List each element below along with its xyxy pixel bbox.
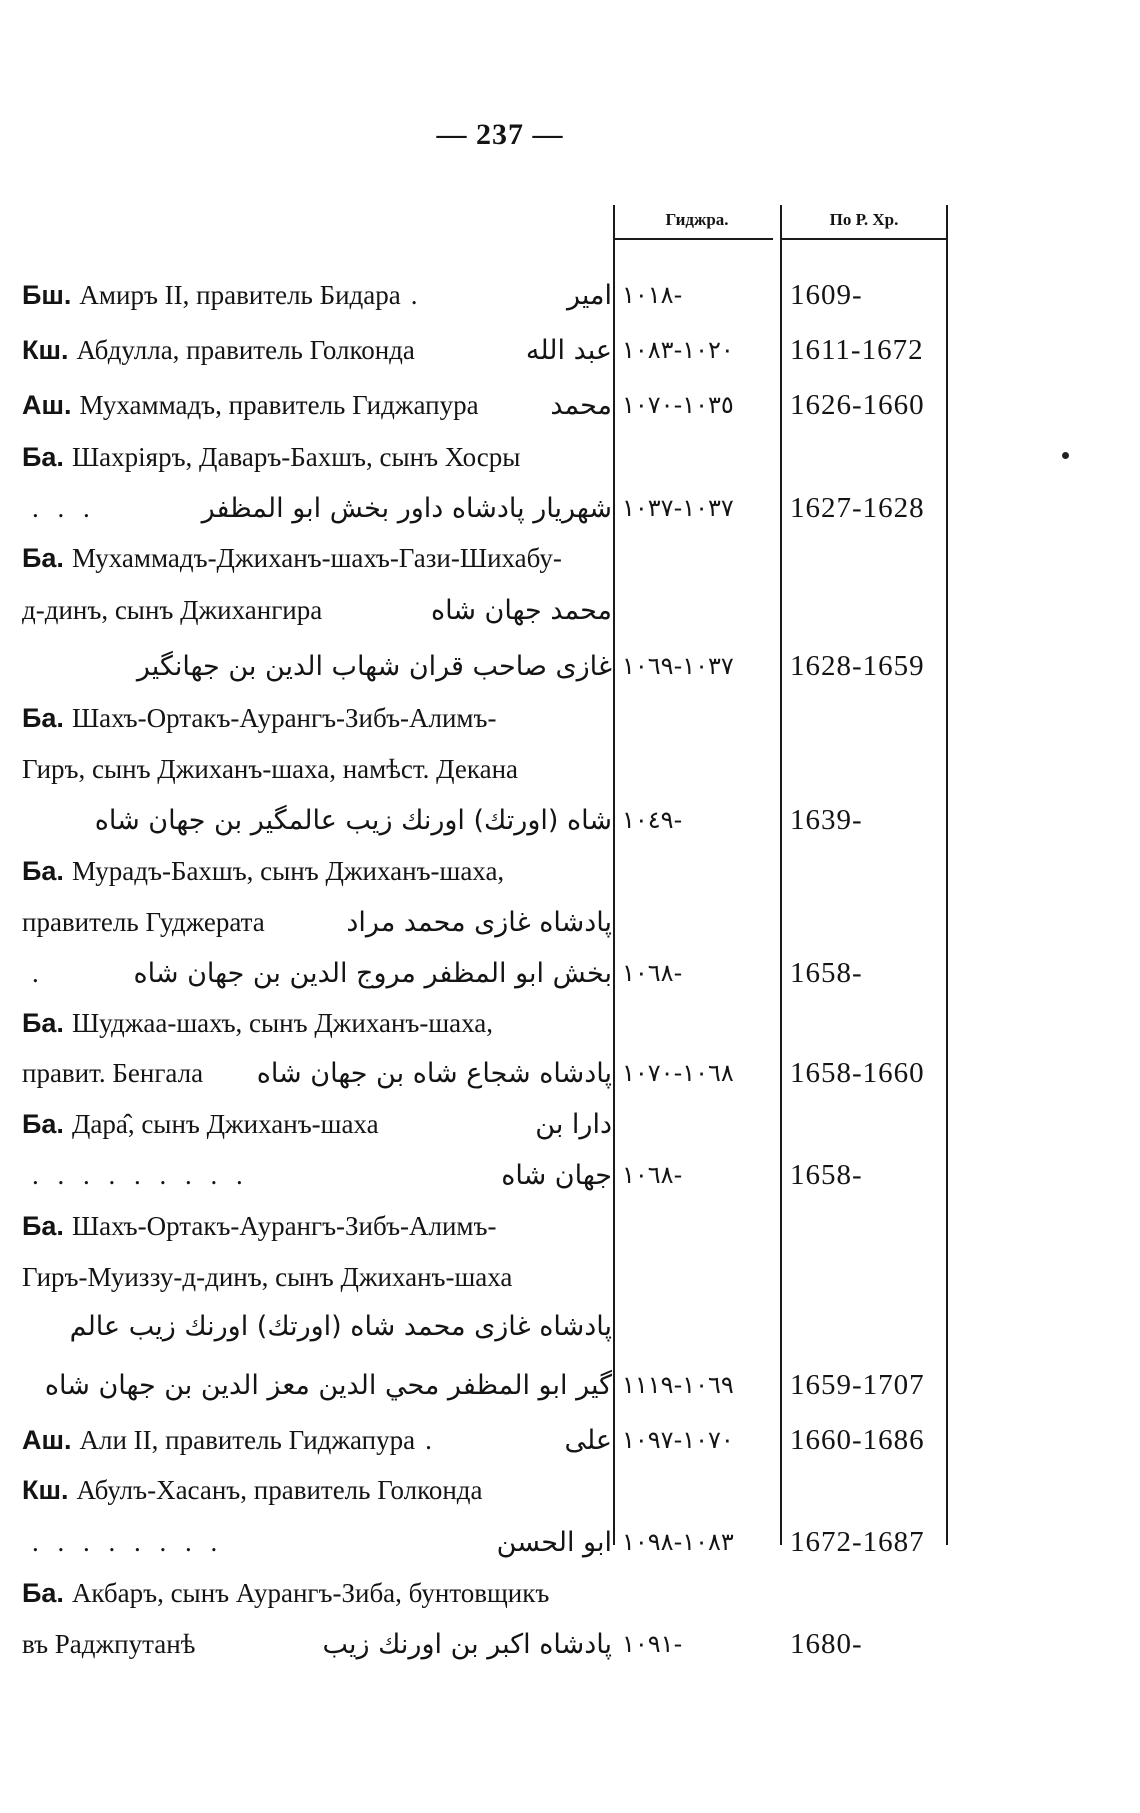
arabic-name: جهان شاه <box>501 1160 612 1191</box>
table-row <box>22 330 1122 370</box>
table-row <box>22 1306 1122 1346</box>
ce-date <box>786 698 960 738</box>
hijra-date: ١٠٣٥-١٠٧٠ <box>622 391 734 419</box>
entry-text <box>22 1257 612 1297</box>
ce-date <box>786 1206 960 1246</box>
entry-text <box>22 1573 612 1613</box>
ruler-description: Гиръ, сынъ Джиханъ-шаха, намѣст. Декана <box>22 754 519 784</box>
ce-date: 1628-1659 <box>790 650 925 682</box>
hijra-date: ١٠٧٠-١٠٩٧ <box>622 1426 734 1454</box>
dynasty-abbrev: Ба. <box>22 442 64 472</box>
dynasty-abbrev: Ба. <box>22 703 64 733</box>
entry-text <box>22 646 612 686</box>
arabic-name: محمد <box>550 390 612 421</box>
entry-text <box>22 488 612 528</box>
hijra-date <box>616 437 792 477</box>
leader-dots: . . . <box>32 493 96 523</box>
table-row <box>22 1257 1122 1297</box>
table-row <box>22 538 1122 578</box>
ruler-description: Шахъ-Ортакъ-Аурангъ-Зибъ-Алимъ- <box>71 1211 497 1241</box>
ce-date: 1658- <box>790 1159 863 1191</box>
dynasty-abbrev: Ба. <box>22 1109 64 1139</box>
table-row <box>22 1155 1122 1195</box>
ruler-description: Али II, правитель Гиджапура <box>79 1425 416 1455</box>
entry-text <box>22 698 612 738</box>
ce-date <box>786 1257 960 1297</box>
hijra-date <box>616 698 792 738</box>
entry-text <box>22 749 612 789</box>
arabic-name: گير ابو المظفر محي الدين معز الدين بن جهان شاه <box>44 1370 612 1401</box>
hijra-date <box>616 1003 792 1043</box>
ruler-description: Акбаръ, сынъ Аурангъ-Зиба, бунтовщикъ <box>71 1578 550 1608</box>
entry-text <box>22 330 612 370</box>
entry-text <box>22 902 612 942</box>
ruler-description: Абулъ-Хасанъ, правитель Голконда <box>76 1475 483 1505</box>
header-rule-hijra <box>613 238 773 240</box>
dynasty-abbrev: Ба. <box>22 856 64 886</box>
hijra-date <box>616 851 792 891</box>
hijra-date <box>616 1257 792 1297</box>
ce-date: 1658-1660 <box>790 1057 925 1089</box>
arabic-name: پادشاه غازی محمد مراد <box>346 907 612 938</box>
table-row <box>22 488 1122 528</box>
leader-dots: . . . . . . . . <box>32 1527 224 1557</box>
entry-text <box>22 1470 612 1510</box>
table-row <box>22 646 1122 686</box>
hijra-date <box>616 749 792 789</box>
leader-dots: . <box>410 280 424 310</box>
entry-text <box>22 800 612 840</box>
hijra-date: ١٠٦٨-١٠٧٠ <box>622 1059 734 1087</box>
arabic-name: شاه (اورتك) اورنك زيب عالمگير بن جهان شاه <box>94 805 612 836</box>
table-row <box>22 1624 1122 1664</box>
ce-date: 1672-1687 <box>790 1526 925 1558</box>
ruler-description: въ Раджпутанѣ <box>22 1629 196 1659</box>
entry-text <box>22 538 612 578</box>
arabic-name: پادشاه غازی محمد شاه (اورتك) اورنك زيب عالم <box>69 1311 612 1342</box>
arabic-name: على <box>564 1425 612 1456</box>
dynasty-abbrev: Ба. <box>22 1211 64 1241</box>
dynasty-abbrev: Ба. <box>22 1578 64 1608</box>
entry-text <box>22 1306 612 1346</box>
arabic-name: پادشاه شجاع شاه بن جهان شاه <box>256 1058 612 1089</box>
ruler-description: Мухаммадъ, правитель Гиджапура <box>79 390 479 420</box>
table-row <box>22 1003 1122 1043</box>
ce-date <box>786 590 960 630</box>
hijra-date: ١٠٣٧-١٠٣٧ <box>622 494 734 522</box>
ruler-description: Абдулла, правитель Голконда <box>76 335 415 365</box>
table-row <box>22 800 1122 840</box>
arabic-name: ابو الحسن <box>496 1527 612 1558</box>
hijra-date: ١٠٦٨- <box>622 959 683 987</box>
arabic-name: شهريار پادشاه داور بخش ابو المظفر <box>201 493 612 524</box>
arabic-name: عبد الله <box>525 335 612 366</box>
hijra-date <box>616 1573 792 1613</box>
ruler-description: правитель Гуджерата <box>22 907 265 937</box>
hijra-date: ١٠١٨- <box>622 281 683 309</box>
ruler-description: Шахъ-Ортакъ-Аурангъ-Зибъ-Алимъ- <box>71 703 497 733</box>
entry-text <box>22 275 612 315</box>
entry-text <box>22 1104 612 1144</box>
entry-text <box>22 1155 612 1195</box>
ruler-description: Шахріяръ, Даваръ-Бахшъ, сынъ Хосры <box>71 442 521 472</box>
entry-text <box>22 1420 612 1460</box>
ce-date <box>786 1104 960 1144</box>
table-row <box>22 1470 1122 1510</box>
table-row <box>22 1206 1122 1246</box>
table-row <box>22 385 1122 425</box>
arabic-name: دارا بن <box>535 1109 612 1140</box>
hijra-date: ١٠٣٧-١٠٦٩ <box>622 652 734 680</box>
ruler-description: правит. Бенгала <box>22 1058 204 1088</box>
hijra-date: ١٠٤٩- <box>622 806 683 834</box>
ce-date <box>786 437 960 477</box>
ruler-description: Гиръ-Муиззу-д-динъ, сынъ Джиханъ-шаха <box>22 1262 513 1292</box>
table-row <box>22 1104 1122 1144</box>
entry-text <box>22 1522 612 1562</box>
entry-text <box>22 1624 612 1664</box>
hijra-date: ١٠٨٣-١٠٩٨ <box>622 1528 734 1556</box>
table-row <box>22 902 1122 942</box>
table-row <box>22 275 1122 315</box>
leader-dots: . <box>32 958 45 988</box>
leader-dots: . . . . . . . . . <box>32 1160 249 1190</box>
table-row <box>22 953 1122 993</box>
hijra-date <box>616 1306 792 1346</box>
column-header-ce: По Р. Хр. <box>829 210 899 229</box>
ce-date <box>786 749 960 789</box>
ce-date: 1609- <box>790 279 863 311</box>
hijra-date: ١٠٩١- <box>622 1630 683 1658</box>
entry-text <box>22 1053 612 1093</box>
ruler-description: Дара̂, сынъ Джиханъ-шаха <box>71 1109 379 1139</box>
hijra-date <box>616 1470 792 1510</box>
ruler-description: Шуджаа-шахъ, сынъ Джиханъ-шаха, <box>71 1008 494 1038</box>
table-row <box>22 749 1122 789</box>
ruler-description: Мурадъ-Бахшъ, сынъ Джиханъ-шаха, <box>71 856 505 886</box>
arabic-name: غازی صاحب قران شهاب الدين بن جهانگير <box>136 651 612 682</box>
entry-text <box>22 385 612 425</box>
ce-date <box>786 902 960 942</box>
dynasty-abbrev: Бш. <box>22 280 72 310</box>
ce-date: 1639- <box>790 804 863 836</box>
table-row <box>22 1573 1122 1613</box>
ce-date: 1660-1686 <box>790 1424 925 1456</box>
dynasty-abbrev: Кш. <box>22 1475 69 1505</box>
header-rule-ce <box>780 238 946 240</box>
entry-text <box>22 851 612 891</box>
entry-text <box>22 437 612 477</box>
page-number: — 237 — <box>436 118 564 151</box>
dynasty-abbrev: Аш. <box>22 1425 72 1455</box>
entry-text <box>22 1365 612 1405</box>
dynasty-abbrev: Ба. <box>22 1008 64 1038</box>
dynasty-abbrev: Кш. <box>22 335 69 365</box>
table-row <box>22 1522 1122 1562</box>
ruler-description: д-динъ, сынъ Джихангира <box>22 595 323 625</box>
ce-date <box>786 1470 960 1510</box>
column-header-hijra: Гиджра. <box>665 210 729 229</box>
ruler-description: Мухаммадъ-Джиханъ-шахъ-Гази-Шихабу- <box>71 543 562 573</box>
ce-date <box>786 1573 960 1613</box>
leader-dots: . <box>425 1425 438 1455</box>
table-row <box>22 1053 1122 1093</box>
ruler-description: Амиръ II, правитель Бидара <box>79 280 401 310</box>
entry-text <box>22 1206 612 1246</box>
arabic-name: پادشاه اكبر بن اورنك زيب <box>322 1629 612 1660</box>
hijra-date <box>616 1104 792 1144</box>
ce-date <box>786 1306 960 1346</box>
arabic-name: امير <box>566 280 612 311</box>
arabic-name: محمد جهان شاه <box>430 595 612 626</box>
hijra-date <box>616 538 792 578</box>
ce-date: 1626-1660 <box>790 389 925 421</box>
hijra-date: ١٠٢٠-١٠٨٣ <box>622 336 734 364</box>
ce-date: 1659-1707 <box>790 1369 925 1401</box>
entry-text <box>22 1003 612 1043</box>
hijra-date: ١٠٦٩-١١١٩ <box>622 1371 734 1399</box>
table-row <box>22 1365 1122 1405</box>
entry-text <box>22 953 612 993</box>
table-row <box>22 1420 1122 1460</box>
hijra-date <box>616 590 792 630</box>
ce-date <box>786 1003 960 1043</box>
entry-text <box>22 590 612 630</box>
ce-date: 1611-1672 <box>790 334 924 366</box>
table-row <box>22 437 1122 477</box>
table-row <box>22 590 1122 630</box>
ce-date <box>786 538 960 578</box>
dynasty-abbrev: Аш. <box>22 390 72 420</box>
hijra-date <box>616 1206 792 1246</box>
dynasty-abbrev: Ба. <box>22 543 64 573</box>
ce-date: 1658- <box>790 957 863 989</box>
table-row <box>22 851 1122 891</box>
ce-date <box>786 851 960 891</box>
ce-date: 1627-1628 <box>790 492 925 524</box>
hijra-date: ١٠٦٨- <box>622 1161 683 1189</box>
hijra-date <box>616 902 792 942</box>
table-row <box>22 698 1122 738</box>
arabic-name: بخش ابو المظفر مروج الدين بن جهان شاه <box>133 958 612 989</box>
ce-date: 1680- <box>790 1628 863 1660</box>
